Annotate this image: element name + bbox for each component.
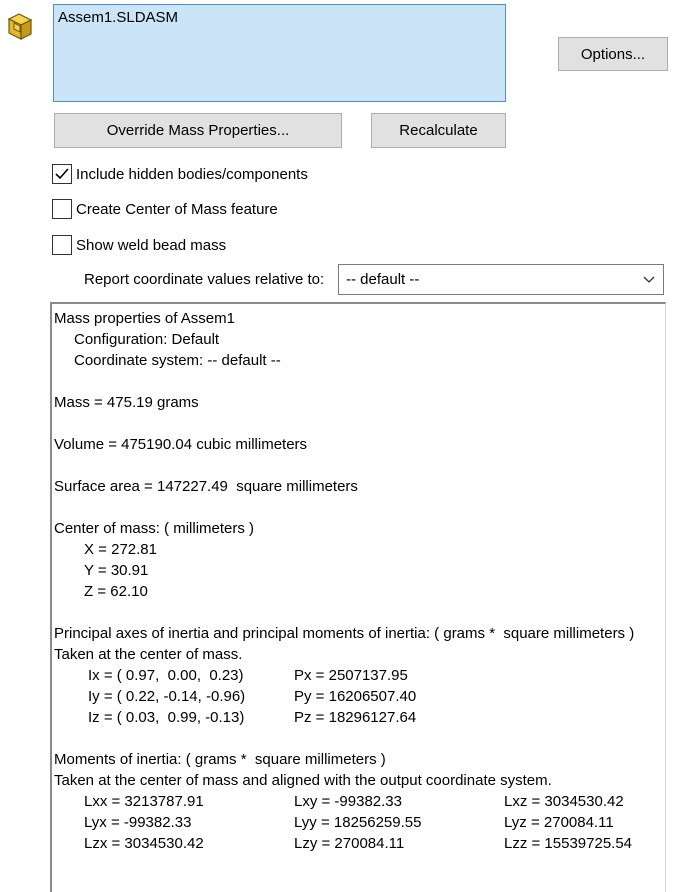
recalculate-button[interactable]: Recalculate: [371, 113, 506, 148]
principal-axis-iy: Iy = ( 0.22, -0.14, -0.96): [88, 688, 246, 705]
inertia-lyx: Lyx = -99382.33: [84, 814, 192, 831]
inertia-lyy: Lyy = 18256259.55: [294, 814, 422, 831]
mass-properties-results[interactable]: [50, 302, 666, 892]
inertia-lxz: Lxz = 3034530.42: [504, 793, 624, 810]
principal-axis-ix: Ix = ( 0.97, 0.00, 0.23): [88, 667, 244, 684]
inertia-lzx: Lzx = 3034530.42: [84, 835, 204, 852]
principal-moment-px: Px = 2507137.95: [294, 667, 408, 684]
show-weld-bead-mass-checkbox[interactable]: [52, 235, 72, 255]
principal-moment-pz: Pz = 18296127.64: [294, 709, 417, 726]
create-center-of-mass-label[interactable]: Create Center of Mass feature: [76, 200, 278, 218]
results-title: Mass properties of Assem1: [54, 310, 235, 327]
inertia-lyz: Lyz = 270084.11: [504, 814, 614, 831]
include-hidden-bodies-row[interactable]: [52, 163, 308, 185]
principal-axes-subheader: Taken at the center of mass.: [54, 646, 243, 663]
checkmark-icon: [54, 166, 70, 182]
moments-of-inertia-header: Moments of inertia: ( grams * square millimeters ): [54, 751, 386, 768]
show-weld-bead-mass-label[interactable]: Show weld bead mass: [76, 236, 227, 254]
mass-line: Mass = 475.19 grams: [54, 394, 199, 411]
inertia-lxy: Lxy = -99382.33: [294, 793, 402, 810]
inertia-lxx: Lxx = 3213787.91: [84, 793, 204, 810]
moments-of-inertia-subheader: Taken at the center of mass and aligned with the output coordinate system.: [54, 772, 552, 789]
report-coordinate-label: Report coordinate values relative to:: [84, 271, 325, 288]
volume-line: Volume = 475190.04 cubic millimeters: [54, 436, 308, 453]
inertia-lzz: Lzz = 15539725.54: [504, 835, 633, 852]
center-of-mass-x: X = 272.81: [84, 541, 157, 558]
surface-area-line: Surface area = 147227.49 square millimeters: [54, 478, 358, 495]
coordinate-system-value: -- default --: [346, 271, 420, 288]
chevron-down-icon: [643, 273, 655, 285]
selected-item[interactable]: Assem1.SLDASM: [58, 9, 179, 26]
include-hidden-bodies-label[interactable]: Include hidden bodies/components: [76, 165, 308, 183]
assembly-icon: [5, 9, 35, 43]
coordinate-system-select[interactable]: [338, 264, 664, 295]
selected-components-list[interactable]: [53, 4, 506, 102]
principal-axis-iz: Iz = ( 0.03, 0.99, -0.13): [88, 709, 245, 726]
create-center-of-mass-checkbox[interactable]: [52, 199, 72, 219]
center-of-mass-z: Z = 62.10: [84, 583, 148, 600]
principal-moment-py: Py = 16206507.40: [294, 688, 417, 705]
principal-axes-header: Principal axes of inertia and principal moments of inertia: ( grams * square millimeters ): [54, 625, 635, 642]
coordinate-system-line: Coordinate system: -- default --: [74, 352, 281, 369]
center-of-mass-y: Y = 30.91: [84, 562, 149, 579]
show-weld-bead-mass-row[interactable]: [52, 234, 226, 256]
center-of-mass-header: Center of mass: ( millimeters ): [54, 520, 255, 537]
configuration-line: Configuration: Default: [74, 331, 220, 348]
include-hidden-bodies-checkbox[interactable]: [52, 164, 72, 184]
override-mass-properties-button[interactable]: Override Mass Properties...: [54, 113, 342, 148]
create-center-of-mass-row[interactable]: [52, 198, 278, 220]
options-button[interactable]: Options...: [558, 37, 668, 71]
inertia-lzy: Lzy = 270084.11: [294, 835, 405, 852]
